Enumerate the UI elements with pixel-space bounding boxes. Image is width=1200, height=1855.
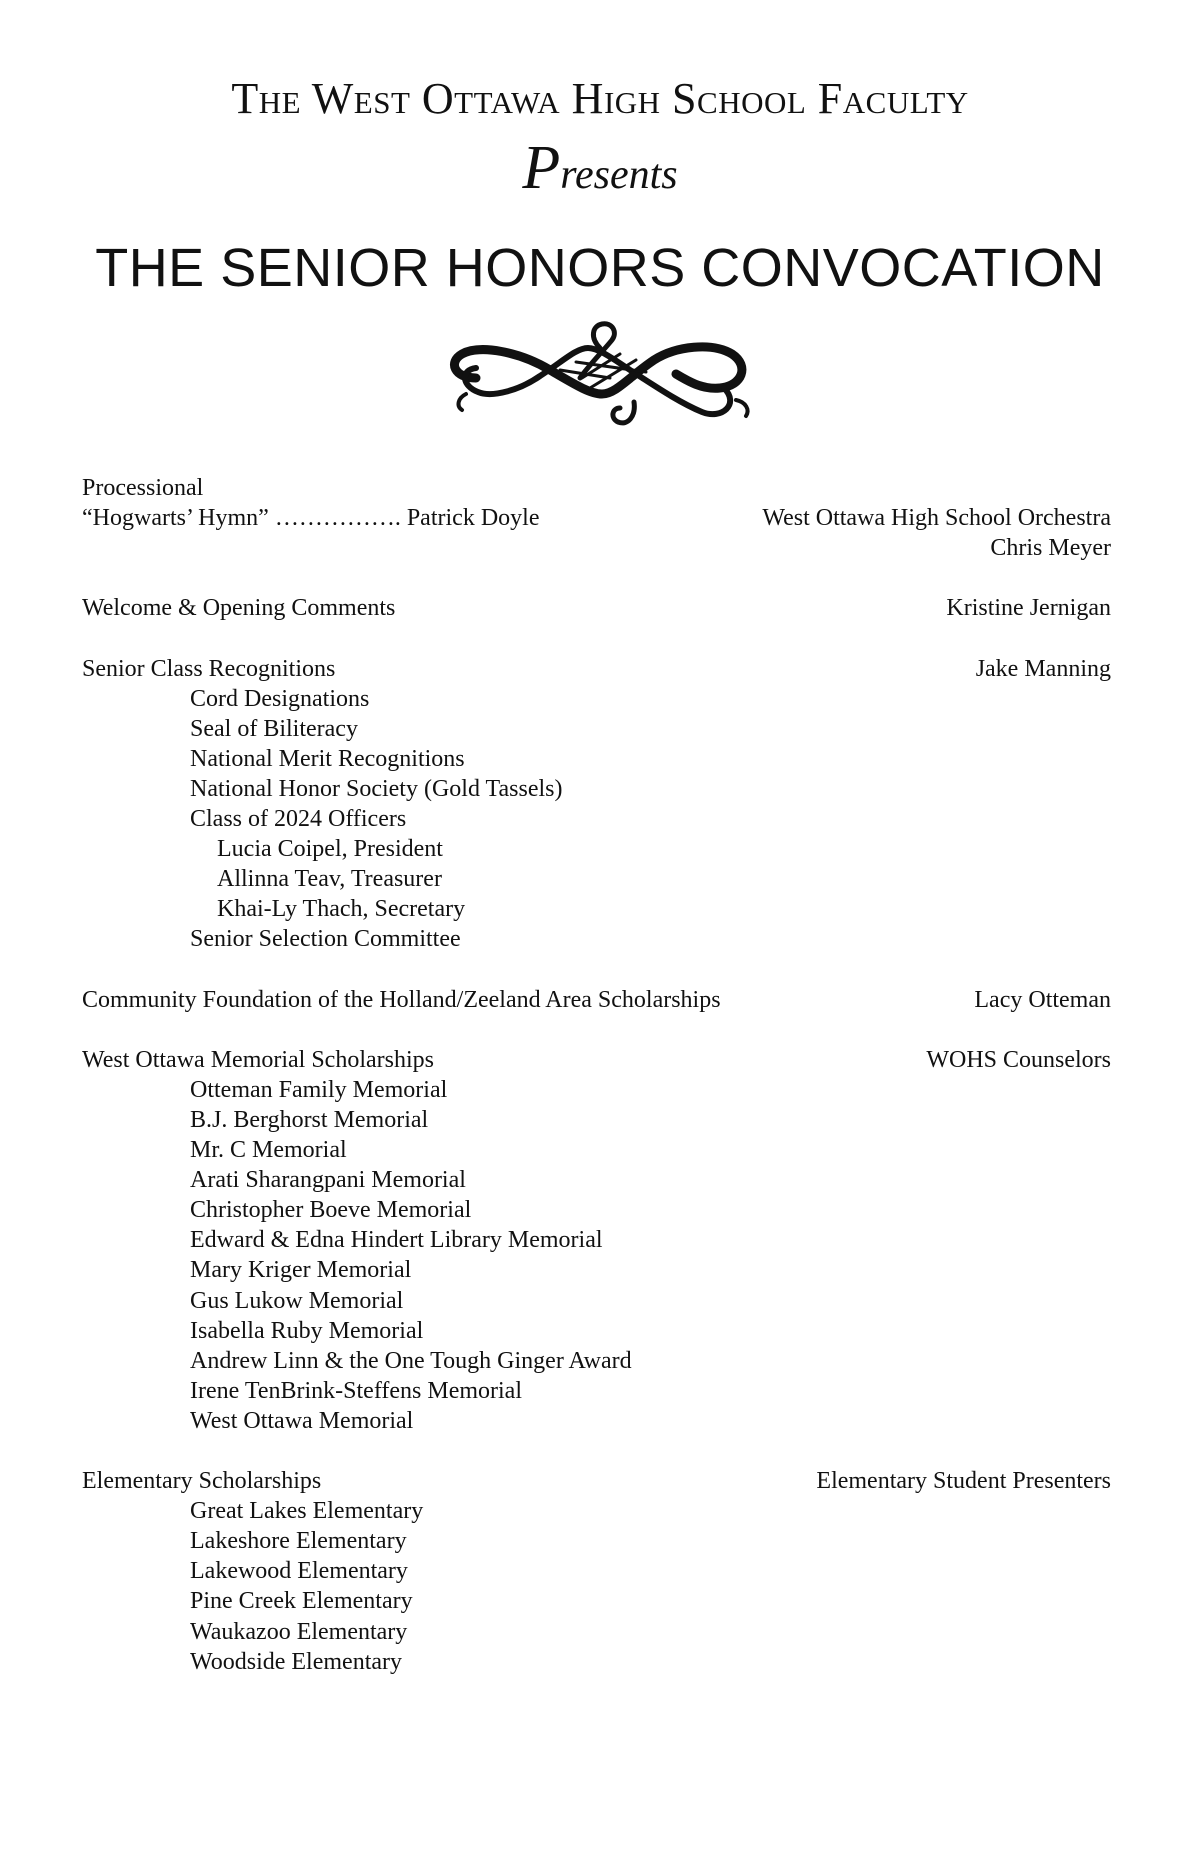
processional-conductor-row — [0, 533, 1200, 563]
list-item — [0, 714, 1200, 744]
senior-class-item: Cord Designations — [190, 685, 370, 712]
senior-class-title: Senior Class Recognitions — [82, 655, 336, 682]
list-item — [0, 1316, 1200, 1346]
list-item — [0, 1255, 1200, 1285]
class-officer: Allinna Teav, Treasurer — [217, 866, 442, 893]
memorial-item: Isabella Ruby Memorial — [190, 1317, 424, 1344]
list-item — [0, 834, 1200, 864]
memorial-item: Irene TenBrink-Steffens Memorial — [190, 1377, 523, 1404]
list-item — [0, 1105, 1200, 1135]
elementary-item: Woodside Elementary — [190, 1648, 403, 1675]
memorial-item: Edward & Edna Hindert Library Memorial — [190, 1227, 603, 1254]
memorial-item: Andrew Linn & the One Tough Ginger Award — [190, 1347, 632, 1374]
list-item — [0, 1195, 1200, 1225]
processional-performer: West Ottawa High School Orchestra — [762, 505, 1111, 532]
memorial-title: West Ottawa Memorial Scholarships — [82, 1046, 434, 1073]
program-listing — [0, 473, 1200, 1677]
memorial-item: West Ottawa Memorial — [190, 1407, 414, 1434]
senior-class-row — [0, 654, 1200, 684]
memorial-item: Arati Sharangpani Memorial — [190, 1167, 466, 1194]
elementary-row — [0, 1466, 1200, 1496]
memorial-item: Mr. C Memorial — [190, 1137, 347, 1164]
list-item — [0, 1075, 1200, 1105]
class-officer: Lucia Coipel, President — [217, 836, 443, 863]
elementary-item: Great Lakes Elementary — [190, 1498, 424, 1525]
memorial-item: Christopher Boeve Memorial — [190, 1197, 472, 1224]
list-item — [0, 1586, 1200, 1616]
senior-class-item: Seal of Biliteracy — [190, 715, 358, 742]
welcome-presenter: Kristine Jernigan — [946, 595, 1111, 622]
list-item — [0, 1526, 1200, 1556]
senior-class-item: National Merit Recognitions — [190, 745, 465, 772]
list-item — [0, 1376, 1200, 1406]
senior-class-item: Class of 2024 Officers — [190, 806, 407, 833]
elementary-item: Lakewood Elementary — [190, 1558, 408, 1585]
list-item — [0, 924, 1200, 954]
presents-heading — [0, 134, 1200, 205]
memorial-presenter: WOHS Counselors — [926, 1046, 1111, 1073]
memorial-item: Mary Kriger Memorial — [190, 1257, 412, 1284]
senior-class-item: National Honor Society (Gold Tassels) — [190, 775, 563, 802]
list-item — [0, 1556, 1200, 1586]
elementary-item: Waukazoo Elementary — [190, 1618, 408, 1645]
welcome-title: Welcome & Opening Comments — [82, 595, 396, 622]
list-item — [0, 774, 1200, 804]
list-item — [0, 1496, 1200, 1526]
community-foundation-presenter: Lacy Otteman — [974, 986, 1111, 1013]
memorial-item: Gus Lukow Memorial — [190, 1287, 404, 1314]
elementary-item: Lakeshore Elementary — [190, 1528, 407, 1555]
list-item — [0, 684, 1200, 714]
convocation-title: THE SENIOR HONORS CONVOCATION — [95, 238, 1105, 298]
flourish-ornament-icon — [440, 318, 760, 428]
faculty-heading: The West Ottawa High School Faculty — [231, 74, 969, 123]
list-item — [0, 1346, 1200, 1376]
community-foundation-row — [0, 985, 1200, 1015]
list-item — [0, 744, 1200, 774]
class-officer: Khai-Ly Thach, Secretary — [217, 896, 466, 923]
list-item — [0, 1406, 1200, 1436]
list-item — [0, 1647, 1200, 1677]
welcome-row — [0, 593, 1200, 623]
list-item — [0, 1617, 1200, 1647]
processional-heading: Processional — [82, 475, 204, 501]
elementary-title: Elementary Scholarships — [82, 1468, 322, 1495]
memorial-row — [0, 1045, 1200, 1075]
presents-initial: P — [522, 134, 561, 202]
senior-class-item: Senior Selection Committee — [190, 926, 461, 953]
memorial-item: Otteman Family Memorial — [190, 1076, 448, 1103]
community-foundation-title: Community Foundation of the Holland/Zeeland Area Scholarships — [82, 986, 721, 1013]
list-item — [0, 1286, 1200, 1316]
list-item — [0, 864, 1200, 894]
list-item — [0, 1225, 1200, 1255]
list-item — [0, 894, 1200, 924]
elementary-presenter: Elementary Student Presenters — [816, 1468, 1111, 1495]
processional-piece: “Hogwarts’ Hymn” ……………. Patrick Doyle — [82, 505, 540, 532]
elementary-item: Pine Creek Elementary — [190, 1588, 413, 1615]
presents-rest: resents — [560, 152, 678, 198]
processional-conductor: Chris Meyer — [990, 535, 1111, 562]
memorial-item: B.J. Berghorst Memorial — [190, 1106, 429, 1133]
processional-row — [0, 473, 1200, 503]
list-item — [0, 1135, 1200, 1165]
processional-piece-row — [0, 503, 1200, 533]
list-item — [0, 1165, 1200, 1195]
senior-class-presenter: Jake Manning — [975, 655, 1111, 682]
list-item — [0, 804, 1200, 834]
